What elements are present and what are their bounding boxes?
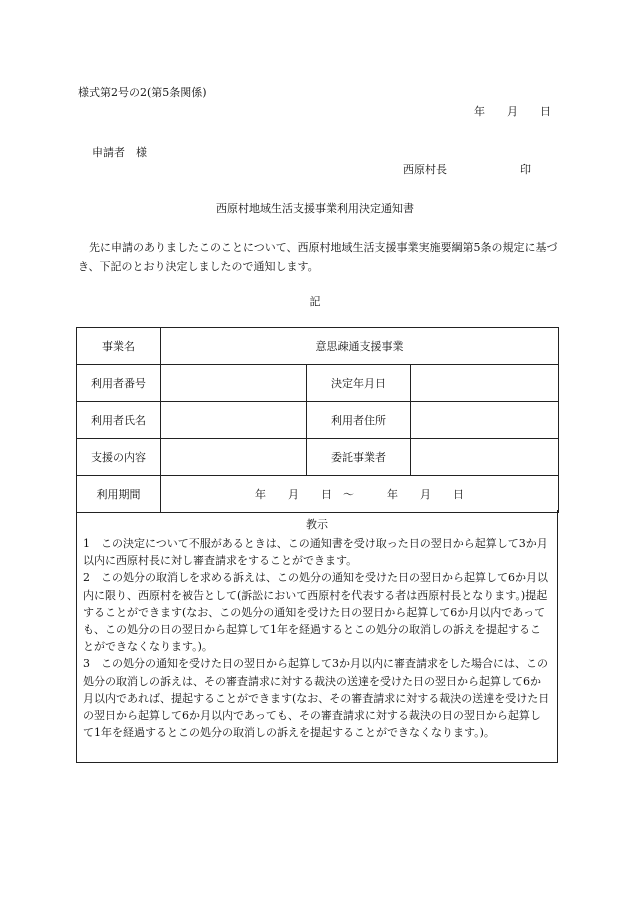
decision-table [76,327,559,513]
instruction-box [76,510,558,763]
document-title: 西原村地域生活支援事業利用決定通知書 [216,202,414,215]
project-label: 事業名 [77,328,161,365]
instruction-item-2: 2 この処分の取消しを求める訴えは、この処分の通知を受けた日の翌日から起算して6か月以内に限り、西原村を被告として(訴訟において西原村を代表する者は西原村長となります。)提起することができます(なお、この処分の通知を受けた日の翌日から起算して6か月以内であっても、この処分の日の翌日から起算して1年を経過するとこの処分の取消しの訴えを提起することができなくなります。)。 [83,571,548,654]
table-row [77,439,559,476]
instruction-item-1: 1 この決定について不服があるときは、この通知書を受け取った日の翌日から起算して3か月以内に西原村長に対し審査請求をすることができます。 [83,537,548,568]
user-address-label: 利用者住所 [307,402,411,439]
seal-mark: 印 [520,163,531,176]
issue-date: 年 月 日 [474,105,551,118]
support-content-field[interactable] [161,439,307,476]
user-name-field[interactable] [161,402,307,439]
user-number-label: 利用者番号 [77,365,161,402]
instruction-title: 教示 [306,518,328,531]
applicant-addressee: 申請者 様 [92,146,147,159]
issuer-mayor: 西原村長 [403,163,447,176]
user-name-label: 利用者氏名 [77,402,161,439]
decision-date-label: 決定年月日 [307,365,411,402]
instruction-item-3: 3 この処分の通知を受けた日の翌日から起算して3か月以内に審査請求をした場合には、この処分の取消しの訴えは、その審査請求に対する裁決の送達を受けた日の翌日から起算して6か月以内であれば、提起することができます(なお、その審査請求に対する裁決の送達を受けた日の翌日から起算して6か月以内であっても、その審査請求に対する裁決の日の翌日から起算して1年を経過するとこの処分の取消しの訴えを提起することができなくなります。)。 [83,657,550,740]
user-number-field[interactable] [161,365,307,402]
table-row [77,365,559,402]
usage-period-value: 年 月 日 ～ 年 月 日 [161,476,559,513]
usage-period-label: 利用期間 [77,476,161,513]
project-value: 意思疎通支援事業 [161,328,559,365]
table-row [77,476,559,513]
table-row [77,328,559,365]
contractor-field[interactable] [411,439,559,476]
intro-text: 先に申請のありましたこのことについて、西原村地域生活支援事業実施要綱第5条の規定に基づき、下記のとおり決定しましたので通知します。 [78,241,558,273]
support-content-label: 支援の内容 [77,439,161,476]
instruction-body [83,535,551,741]
ki-heading: 記 [309,295,321,308]
intro-paragraph [78,238,560,276]
decision-date-field[interactable] [411,365,559,402]
contractor-label: 委託事業者 [307,439,411,476]
form-number: 様式第2号の2(第5条関係) [78,86,207,99]
table-row [77,402,559,439]
user-address-field[interactable] [411,402,559,439]
